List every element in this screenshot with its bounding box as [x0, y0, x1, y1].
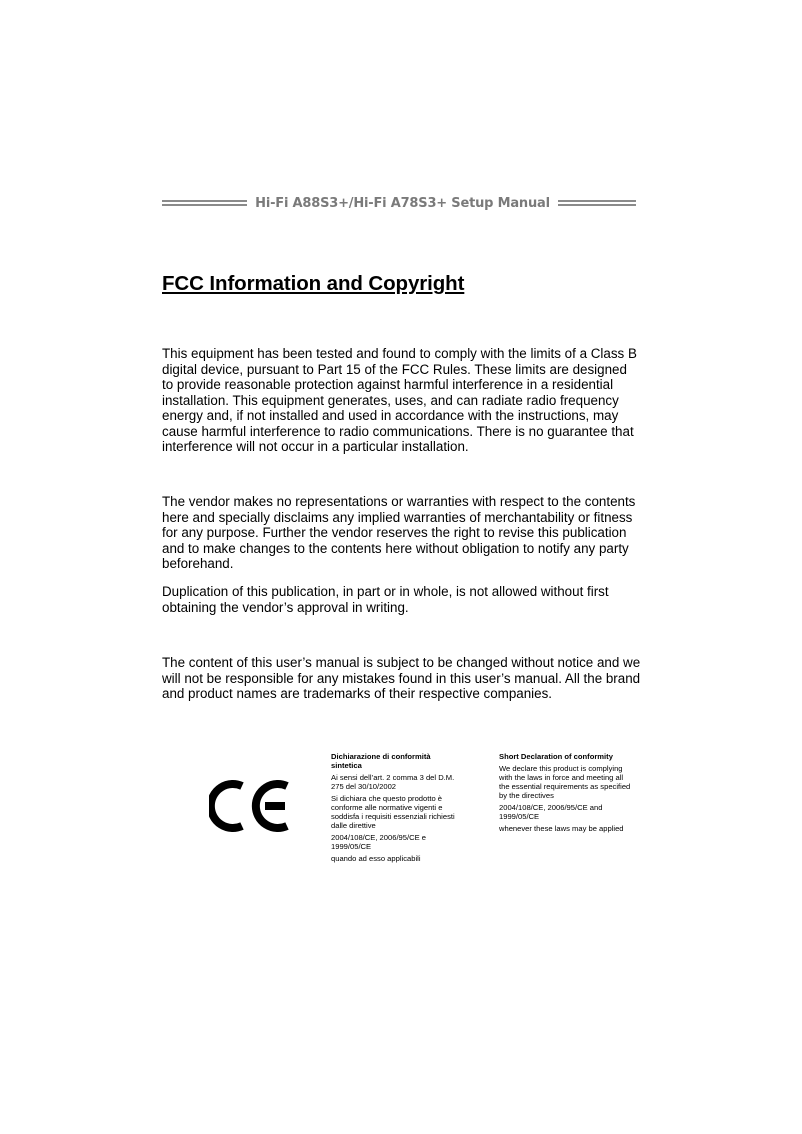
text-line: and product names are trademarks of their respective companies. — [162, 686, 553, 701]
text-line: This equipment has been tested and found to comply with the limits of a Class B — [162, 346, 637, 361]
text-line: soddisfa i requisiti essenziali richiesti — [331, 812, 455, 821]
text-line: 2004/108/CE, 2006/95/CE e — [331, 833, 426, 842]
header-title: Hi-Fi A88S3+/Hi-Fi A78S3+ Setup Manual — [255, 195, 550, 211]
fcc-paragraph — [162, 346, 642, 455]
header-rule-left — [162, 200, 247, 206]
text-line: The content of this user’s manual is subject to be changed without notice and we — [162, 655, 641, 670]
text-line: 2004/108/CE, 2006/95/CE and — [499, 803, 603, 812]
warranty-paragraph — [162, 494, 642, 572]
text-line: cause harmful interference to radio communications. There is no guarantee that — [162, 423, 634, 439]
text-line: digital device, pursuant to Part 15 of the FCC Rules. These limits are designed — [162, 361, 627, 377]
text-line: 275 del 30/10/2002 — [331, 782, 397, 791]
text-line: beforehand. — [162, 556, 234, 571]
text-line: and to make changes to the contents here without obligation to notify any party — [162, 540, 629, 556]
text-line: obtaining the vendor’s approval in writing. — [162, 599, 409, 615]
running-header — [162, 194, 636, 212]
text-line: Duplication of this publication, in part or in whole, is not allowed without first — [162, 584, 609, 599]
text-line: We declare this product is complying — [499, 764, 623, 773]
text-line: 1999/05/CE — [499, 812, 540, 821]
text-line: quando ad esso applicabili — [331, 854, 421, 863]
trademark-paragraph — [162, 655, 642, 702]
text-line: energy and, if not installed and used in accordance with the instructions, may — [162, 408, 619, 423]
ce-mark-icon — [209, 778, 291, 834]
duplication-paragraph — [162, 584, 642, 615]
text-line: installation. This equipment generates, uses, and can radiate radio frequency — [162, 392, 619, 408]
declaration-title: Short Declaration of conformity — [499, 752, 613, 761]
text-line: to provide reasonable protection against harmful interference in a residential — [162, 377, 614, 392]
text-line: interference will not occur in a particular installation. — [162, 439, 469, 454]
text-line: The vendor makes no representations or warranties with respect to the contents — [162, 494, 636, 509]
text-line: will not be responsible for any mistakes found in this user’s manual. All the brand — [162, 670, 641, 686]
text-line: by the directives — [499, 791, 554, 800]
text-line: 1999/05/CE — [331, 842, 372, 851]
text-line: with the laws in force and meeting all — [499, 773, 624, 782]
text-line: Ai sensi dell’art. 2 comma 3 del D.M. — [331, 773, 455, 782]
declaration-title: sintetica — [331, 761, 362, 770]
text-line: dalle direttive — [331, 821, 376, 830]
text-line: whenever these laws may be applied — [499, 824, 624, 833]
text-line: the essential requirements as specified — [499, 782, 631, 791]
page-title: FCC Information and Copyright — [162, 272, 465, 295]
text-line: for any purpose. Further the vendor reserves the right to revise this publication — [162, 525, 627, 540]
header-rule-right — [558, 200, 636, 206]
text-line: here and specially disclaims any implied warranties of merchantability or fitness — [162, 509, 633, 525]
text-line: Si dichiara che questo prodotto è — [331, 794, 443, 803]
declaration-italian — [331, 752, 476, 863]
text-line: conforme alle normative vigenti e — [331, 803, 443, 812]
declaration-title: Dichiarazione di conformità — [331, 752, 431, 761]
declaration-english — [499, 752, 644, 833]
